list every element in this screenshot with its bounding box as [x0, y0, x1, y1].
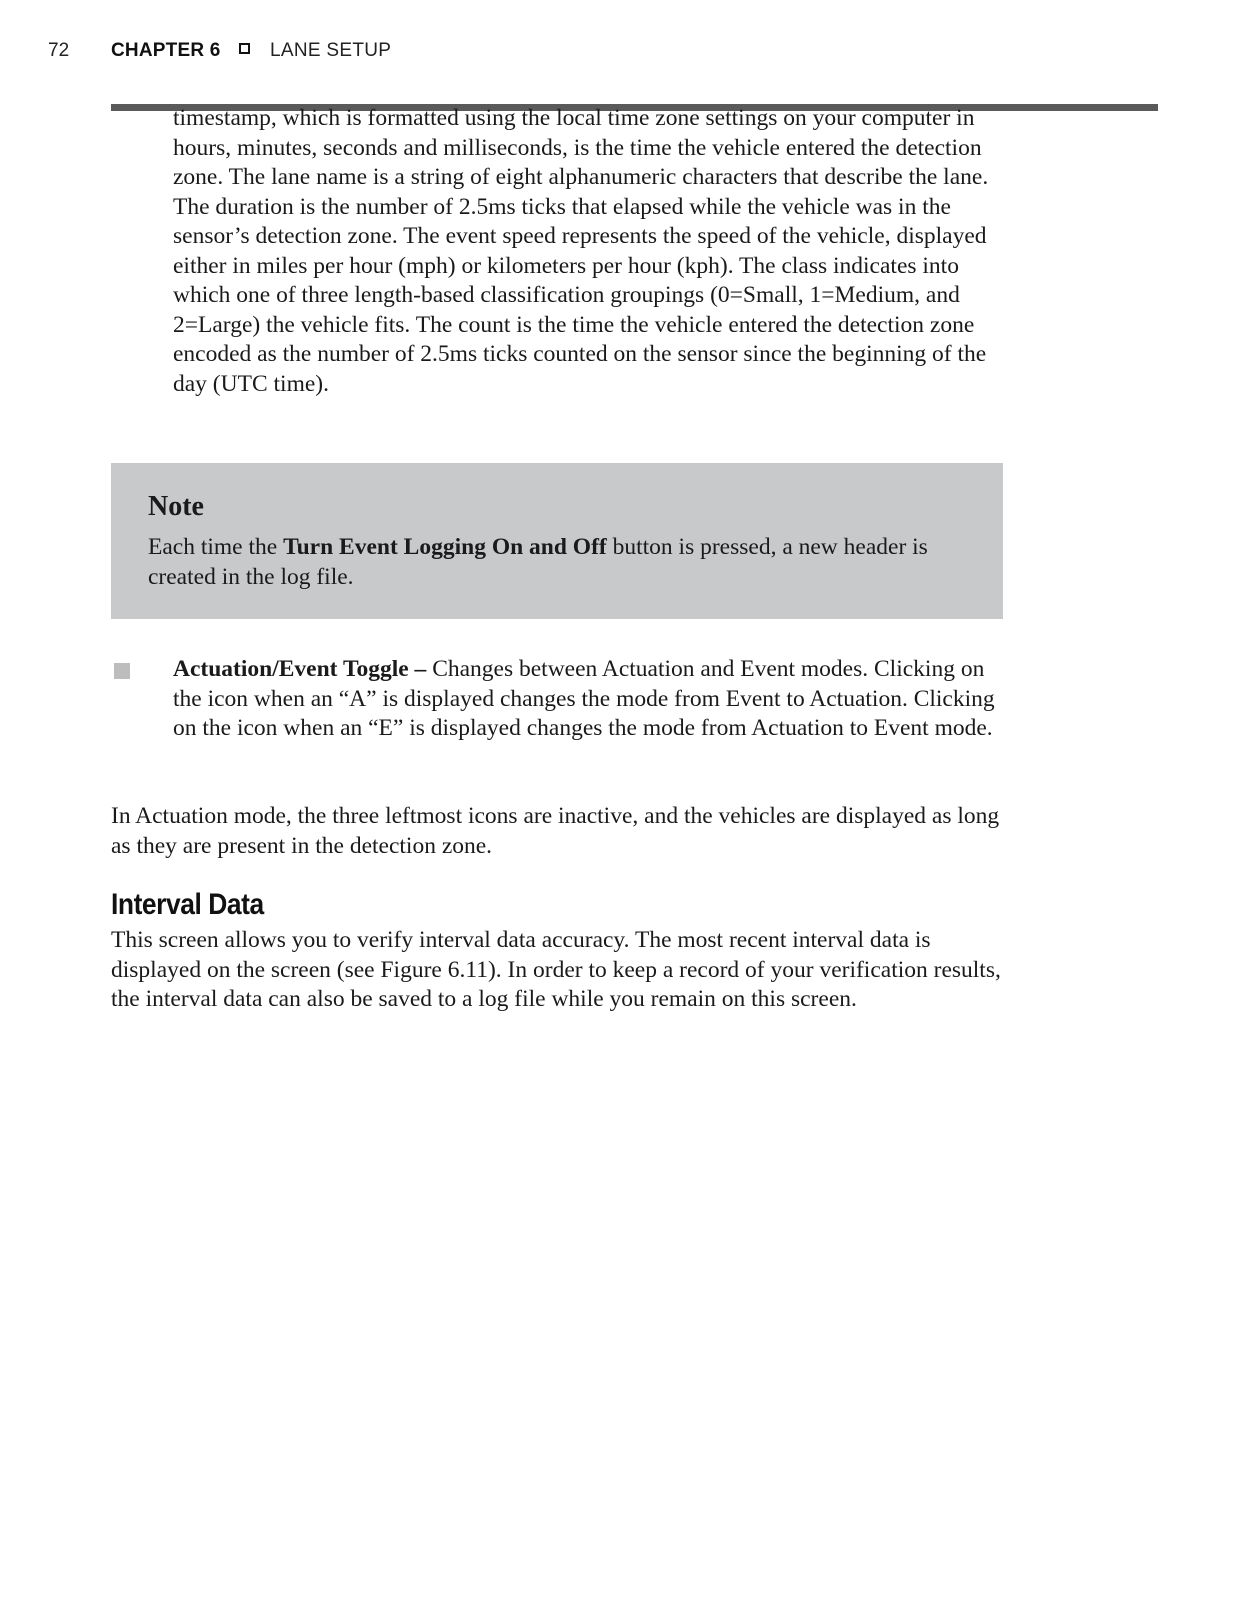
bullet-term: Actuation/Event Toggle –: [173, 656, 427, 682]
bullet-square-icon: [114, 663, 130, 679]
bullet-item-actuation-event-toggle: [173, 655, 1008, 744]
note-text-bold: Turn Event Logging On and Off: [283, 534, 607, 560]
body-paragraph-4: This screen allows you to verify interval data accuracy. The most recent interval data is displayed on the screen (see Figure 6.11). In order to keep a record of your verification results, the interval data can also be saved to a log file while you remain on this screen.: [111, 927, 1001, 1012]
section-heading: Interval Data: [111, 888, 264, 921]
chapter-section-title: LANE SETUP: [270, 40, 392, 61]
note-text: [148, 533, 968, 592]
note-text-before: Each time the: [148, 534, 284, 560]
note-title: Note: [148, 491, 204, 522]
note-text-after: button is pressed, a new header is created in the log file.: [148, 534, 928, 590]
body-paragraph-1: timestamp, which is formatted using the local time zone settings on your computer in hours, minutes, seconds and milliseconds, is the time the vehicle entered the detection zone. The lane name is a string of eight alphanumeric characters that describe the lane. The duration is the number of 2.5ms ticks that elapsed while the vehicle was in the sensor’s detection zone. The event speed represents the speed of the vehicle, displayed either in miles per hour (mph) or kilometers per hour (kph). The class indicates into which one of three length-based classification groupings (0=Small, 1=Medium, and 2=Large) the vehicle fits. The count is the time the vehicle entered the detection zone encoded as the number of 2.5ms ticks counted on the sensor since the beginning of the day (UTC time).: [173, 105, 989, 397]
chapter-label: CHAPTER 6: [111, 40, 221, 61]
square-separator-icon: [239, 43, 250, 54]
body-paragraph-3: In Actuation mode, the three leftmost icons are inactive, and the vehicles are displayed as long as they are present in the detection zone.: [111, 803, 1000, 859]
note-box: [111, 463, 1003, 619]
bullet-description: Changes between Actuation and Event modes. Clicking on the icon when an “A” is displayed changes the mode from Event to Actuation. Clicking on the icon when an “E” is displayed changes the mode from Actuation to Event mode.: [173, 656, 995, 741]
page-number: 72: [48, 40, 70, 61]
page-header: [0, 36, 1245, 76]
